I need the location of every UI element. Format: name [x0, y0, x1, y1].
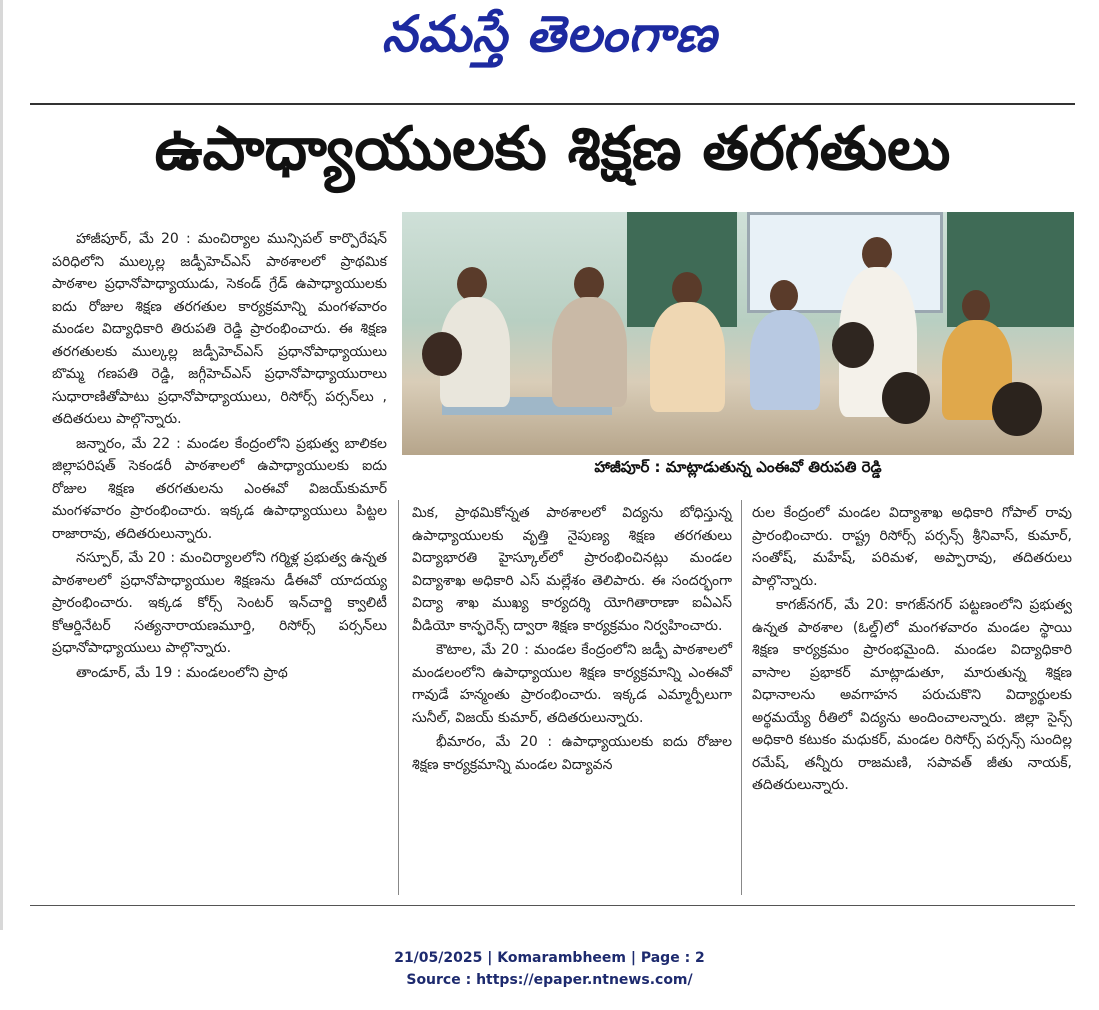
person-head — [672, 272, 702, 306]
person-head — [770, 280, 798, 312]
article-headline: ఉపాధ్యాయులకు శిక్షణ తరగతులు — [154, 114, 951, 184]
news-photo — [402, 212, 1074, 455]
footer-edition-info: 21/05/2025 | Komarambheem | Page : 2 — [394, 950, 705, 966]
article-column-3 — [752, 502, 1072, 799]
person-head — [574, 267, 604, 301]
article-column-2 — [412, 502, 732, 778]
person-head — [992, 382, 1042, 436]
person — [552, 297, 627, 407]
column-divider — [741, 500, 742, 895]
paragraph: రుల కేంద్రంలో మండల విద్యాశాఖ అధికారి గోపాల్ రావు ప్రారంభించారు. రాష్ట్ర రిసోర్స్ పర్సన్స్ శ్రీనివాస్, కుమార్, సంతోష్, మహేష్, పరిమళ, అప్పారావు, తదితరులు పాల్గొన్నారు. — [752, 505, 1072, 589]
person — [750, 310, 820, 410]
person-head — [832, 322, 874, 368]
masthead — [0, 0, 1099, 78]
paragraph: జన్నారం, మే 22 : మండల కేంద్రంలోని ప్రభుత్వ బాలికల జిల్లాపరిషత్ సెకండరీ పాఠశాలలో ఉపాధ్యాయులకు ఐదు రోజుల శిక్షణ తరగతులను ఎంఈవో విజయ్‌కుమార్ మంగళవారం ప్రారంభించారు. ఇక్కడ ఉపాధ్యాయులు పిట్టల రాజారావు, తదితరులున్నారు. — [52, 435, 387, 542]
column-divider — [398, 500, 399, 895]
person — [650, 302, 725, 412]
page-edge-rule — [0, 0, 3, 930]
footer-source-link[interactable]: Source : https://epaper.ntnews.com/ — [406, 972, 693, 988]
person-head — [422, 332, 462, 376]
article-bottom-rule — [30, 905, 1075, 906]
paragraph: తాండూర్, మే 19 : మండలంలోని ప్రాథ — [76, 664, 288, 681]
paragraph: మిక, ప్రాథమికోన్నత పాఠశాలలో విద్యను బోధిస్తున్న ఉపాధ్యాయులకు వృత్తి నైపుణ్య శిక్షణ తరగతులు విద్యాభారతి హైస్కూల్‌లో ప్రారంభించినట్లు మండల విద్యాశాఖ అధికారి ఎస్ మల్లేశం తెలిపారు. ఈ సందర్భంగా విద్యా శాఖ ముఖ్య కార్యదర్శి యోగితారాణా ఐఏఎస్ వీడియో కాన్ఫరెన్స్ ద్వారా శిక్షణ కార్యక్రమం నిర్వహించారు. — [412, 505, 732, 634]
person-head — [882, 372, 930, 424]
article-column-1 — [52, 228, 387, 686]
person-head — [457, 267, 487, 301]
paragraph: కౌటాల, మే 20 : మండల కేంద్రంలోని జడ్పీ పాఠశాలలో మండలంలోని ఉపాధ్యాయుల శిక్షణ కార్యక్రమాన్ని ఎంఈవో గావుడే హన్మంతు ప్రారంభించారు. ఇక్కడ ఎమ్మార్పీలుగా సునీల్, విజయ్ కుమార్, తదితరులున్నారు. — [412, 642, 732, 726]
person-head — [862, 237, 892, 271]
photo-caption: హాజీపూర్ : మాట్లాడుతున్న ఎంఈవో తిరుపతి రెడ్డి — [594, 458, 882, 476]
person-head — [962, 290, 990, 322]
paragraph: నస్పూర్, మే 20 : మంచిర్యాలలోని గర్మిళ్ల ప్రభుత్వ ఉన్నత పాఠశాలలో ప్రధానోపాధ్యాయుల శిక్షణను డీఈవో యాదయ్య ప్రారంభించారు. ఇక్కడ కోర్స్ సెంటర్ ఇన్‌చార్జి క్వాలిటీ కోఆర్డినేటర్ సత్యనారాయణమూర్తి, రిసోర్స్ పర్సన్‌లు ప్రధానోపాధ్యాయులు పాల్గొన్నారు. — [52, 550, 387, 656]
paragraph: హాజీపూర్, మే 20 : మంచిర్యాల మున్సిపల్ కార్పొరేషన్ పరిధిలోని ముల్కల్ల జడ్పీహెచ్‌ఎస్ పాఠశాలలో ప్రాథమిక పాఠశాల ప్రధానోపాధ్యాయుడు, సెకండ్ గ్రేడ్ ఉపాధ్యాయులకు ఐదు రోజుల శిక్షణ తరగతుల కార్యక్రమాన్ని మంగళవారం మండల విద్యాధికారి తిరుపతి రెడ్డి ప్రారంభించారు. ఈ శిక్షణ తరగతులకు ముల్కల్ల జడ్పీహెచ్‌ఎస్ ప్రధానోపాధ్యాయులు బొమ్మ గణపతి రెడ్డి, జగ్గీహెచ్‌ఎస్ ప్రధానోపాధ్యాయురాలు సుధారాణితోపాటు ప్రధానోపాధ్యాయులు, రిసోర్స్ పర్సన్‌లు , తదితరులు పాల్గొన్నారు. — [52, 231, 387, 427]
paragraph: భీమారం, మే 20 : ఉపాధ్యాయులకు ఐదు రోజుల శిక్షణ కార్యక్రమాన్ని మండల విద్యావన — [412, 734, 732, 773]
newspaper-logo: నమస్తే తెలంగాణ — [381, 4, 718, 63]
paragraph: కాగజ్‌నగర్, మే 20: కాగజ్‌నగర్ పట్టణంలోని ప్రభుత్వ ఉన్నత పాఠశాల (ఓల్డ్)లో మంగళవారం మండల స్థాయి శిక్షణ కార్యక్రమం ప్రారంభమైంది. మండల విద్యాధికారి వాసాల ప్రభాకర్ మాట్లాడుతూ, మారుతున్న శిక్షణ విధానాలను అవగాహన పరుచుకొని విద్యార్థులకు అర్థమయ్యే రీతిలో విద్యను అందించాలన్నారు. జిల్లా సైన్స్ అధికారి కటుకం మధుకర్, మండల రిసోర్స్ పర్సన్స్ సుందిల్ల రమేష్, తన్నీరు రాజమణి, సపావత్ జీతు నాయక్, తదితరులున్నారు. — [752, 597, 1072, 793]
masthead-divider — [30, 103, 1075, 105]
